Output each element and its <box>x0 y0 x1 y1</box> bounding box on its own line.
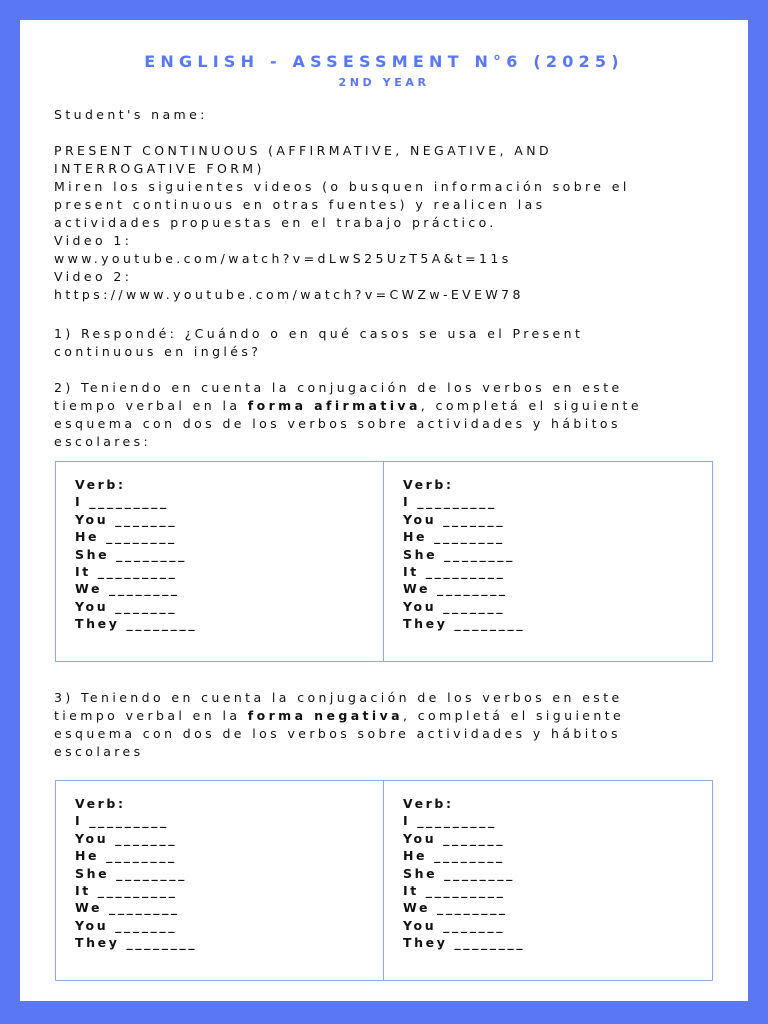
question-3 <box>54 689 624 761</box>
conjugation-row: We ________ <box>403 581 508 597</box>
question-line: esquema con dos de los verbos sobre actividades y hábitos <box>54 416 621 431</box>
video1-label: Video 1: <box>54 233 133 248</box>
conjugation-row: I _________ <box>403 494 497 510</box>
conjugation-row: You _______ <box>403 830 506 846</box>
conjugation-row: He ________ <box>75 529 177 545</box>
question-line: escolares <box>54 744 144 759</box>
question-line: continuous en inglés? <box>54 344 262 359</box>
conjugation-row: It _________ <box>75 564 178 580</box>
student-name-label: Student's name: <box>54 107 208 122</box>
conjugation-cell[interactable] <box>56 462 384 661</box>
video1-link[interactable]: www.youtube.com/watch?v=dLwS25UzT5A&t=11s <box>54 251 512 266</box>
question-line: 2) Teniendo en cuenta la conjugación de los verbos en este <box>54 380 623 395</box>
question-2 <box>54 379 642 451</box>
question-line <box>54 397 642 415</box>
conjugation-row: You _______ <box>403 917 506 933</box>
instruction-line: Miren los siguientes videos (o busquen información sobre el <box>54 179 630 194</box>
emphasis-text: forma afirmativa <box>247 398 421 413</box>
conjugation-cell[interactable] <box>384 462 712 661</box>
conjugation-row: You _______ <box>75 830 178 846</box>
page-subtitle: 2ND YEAR <box>338 76 430 89</box>
video2-label: Video 2: <box>54 269 133 284</box>
conjugation-row: You _______ <box>403 598 506 614</box>
conjugation-row: They ________ <box>403 935 526 951</box>
question-1 <box>54 325 583 361</box>
question-line <box>54 707 624 725</box>
conjugation-cell[interactable] <box>384 781 712 980</box>
conjugation-row: It _________ <box>75 883 178 899</box>
conjugation-row: He ________ <box>403 529 505 545</box>
conjugation-cell[interactable] <box>56 781 384 980</box>
question-line: 3) Teniendo en cuenta la conjugación de los verbos en este <box>54 690 623 705</box>
question-text: tiempo verbal en la <box>54 708 248 723</box>
conjugation-row: We ________ <box>75 900 180 916</box>
conjugation-row: She ________ <box>75 865 187 881</box>
conjugation-row: You _______ <box>75 598 178 614</box>
conjugation-row: You _______ <box>75 917 178 933</box>
conjugation-row: You _______ <box>403 511 506 527</box>
question-text: , completá el siguiente <box>420 398 642 413</box>
conjugation-row: They ________ <box>75 935 198 951</box>
verb-label: Verb: <box>75 796 126 811</box>
question-line: escolares: <box>54 434 152 449</box>
worksheet-page <box>20 20 748 1001</box>
conjugation-row: He ________ <box>403 848 505 864</box>
conjugation-row: We ________ <box>75 581 180 597</box>
instruction-line: present continuous en otras fuentes) y realicen las <box>54 197 546 212</box>
verb-label: Verb: <box>75 477 126 492</box>
conjugation-row: I _________ <box>75 813 169 829</box>
topic-line: PRESENT CONTINUOUS (AFFIRMATIVE, NEGATIVE, AND <box>54 143 552 158</box>
conjugation-row: It _________ <box>403 564 506 580</box>
page-title: ENGLISH - ASSESSMENT N°6 (2025) <box>144 52 624 71</box>
conjugation-row: She ________ <box>403 546 515 562</box>
conjugation-row: We ________ <box>403 900 508 916</box>
conjugation-row: He ________ <box>75 848 177 864</box>
question-text: , completá el siguiente <box>402 708 625 723</box>
verb-label: Verb: <box>403 796 454 811</box>
conjugation-row: She ________ <box>403 865 515 881</box>
conjugation-row: They ________ <box>403 616 526 632</box>
conjugation-row: You _______ <box>75 511 178 527</box>
emphasis-text: forma negativa <box>247 708 403 723</box>
conjugation-row: It _________ <box>403 883 506 899</box>
conjugation-row: I _________ <box>403 813 497 829</box>
instructions-block <box>54 142 630 304</box>
conjugation-row: She ________ <box>75 546 187 562</box>
question-text: tiempo verbal en la <box>54 398 248 413</box>
conjugation-row: I _________ <box>75 494 169 510</box>
instruction-line: actividades propuestas en el trabajo práctico. <box>54 215 497 230</box>
video2-link[interactable]: https://www.youtube.com/watch?v=CWZw-EVEW78 <box>54 287 524 302</box>
question-line: esquema con dos de los verbos sobre actividades y hábitos <box>54 726 621 741</box>
affirmative-conjugation-table <box>55 461 713 662</box>
verb-label: Verb: <box>403 477 454 492</box>
negative-conjugation-table <box>55 780 713 981</box>
conjugation-row: They ________ <box>75 616 198 632</box>
question-line: 1) Respondé: ¿Cuándo o en qué casos se usa el Present <box>54 326 584 341</box>
topic-line: INTERROGATIVE FORM) <box>54 161 265 176</box>
